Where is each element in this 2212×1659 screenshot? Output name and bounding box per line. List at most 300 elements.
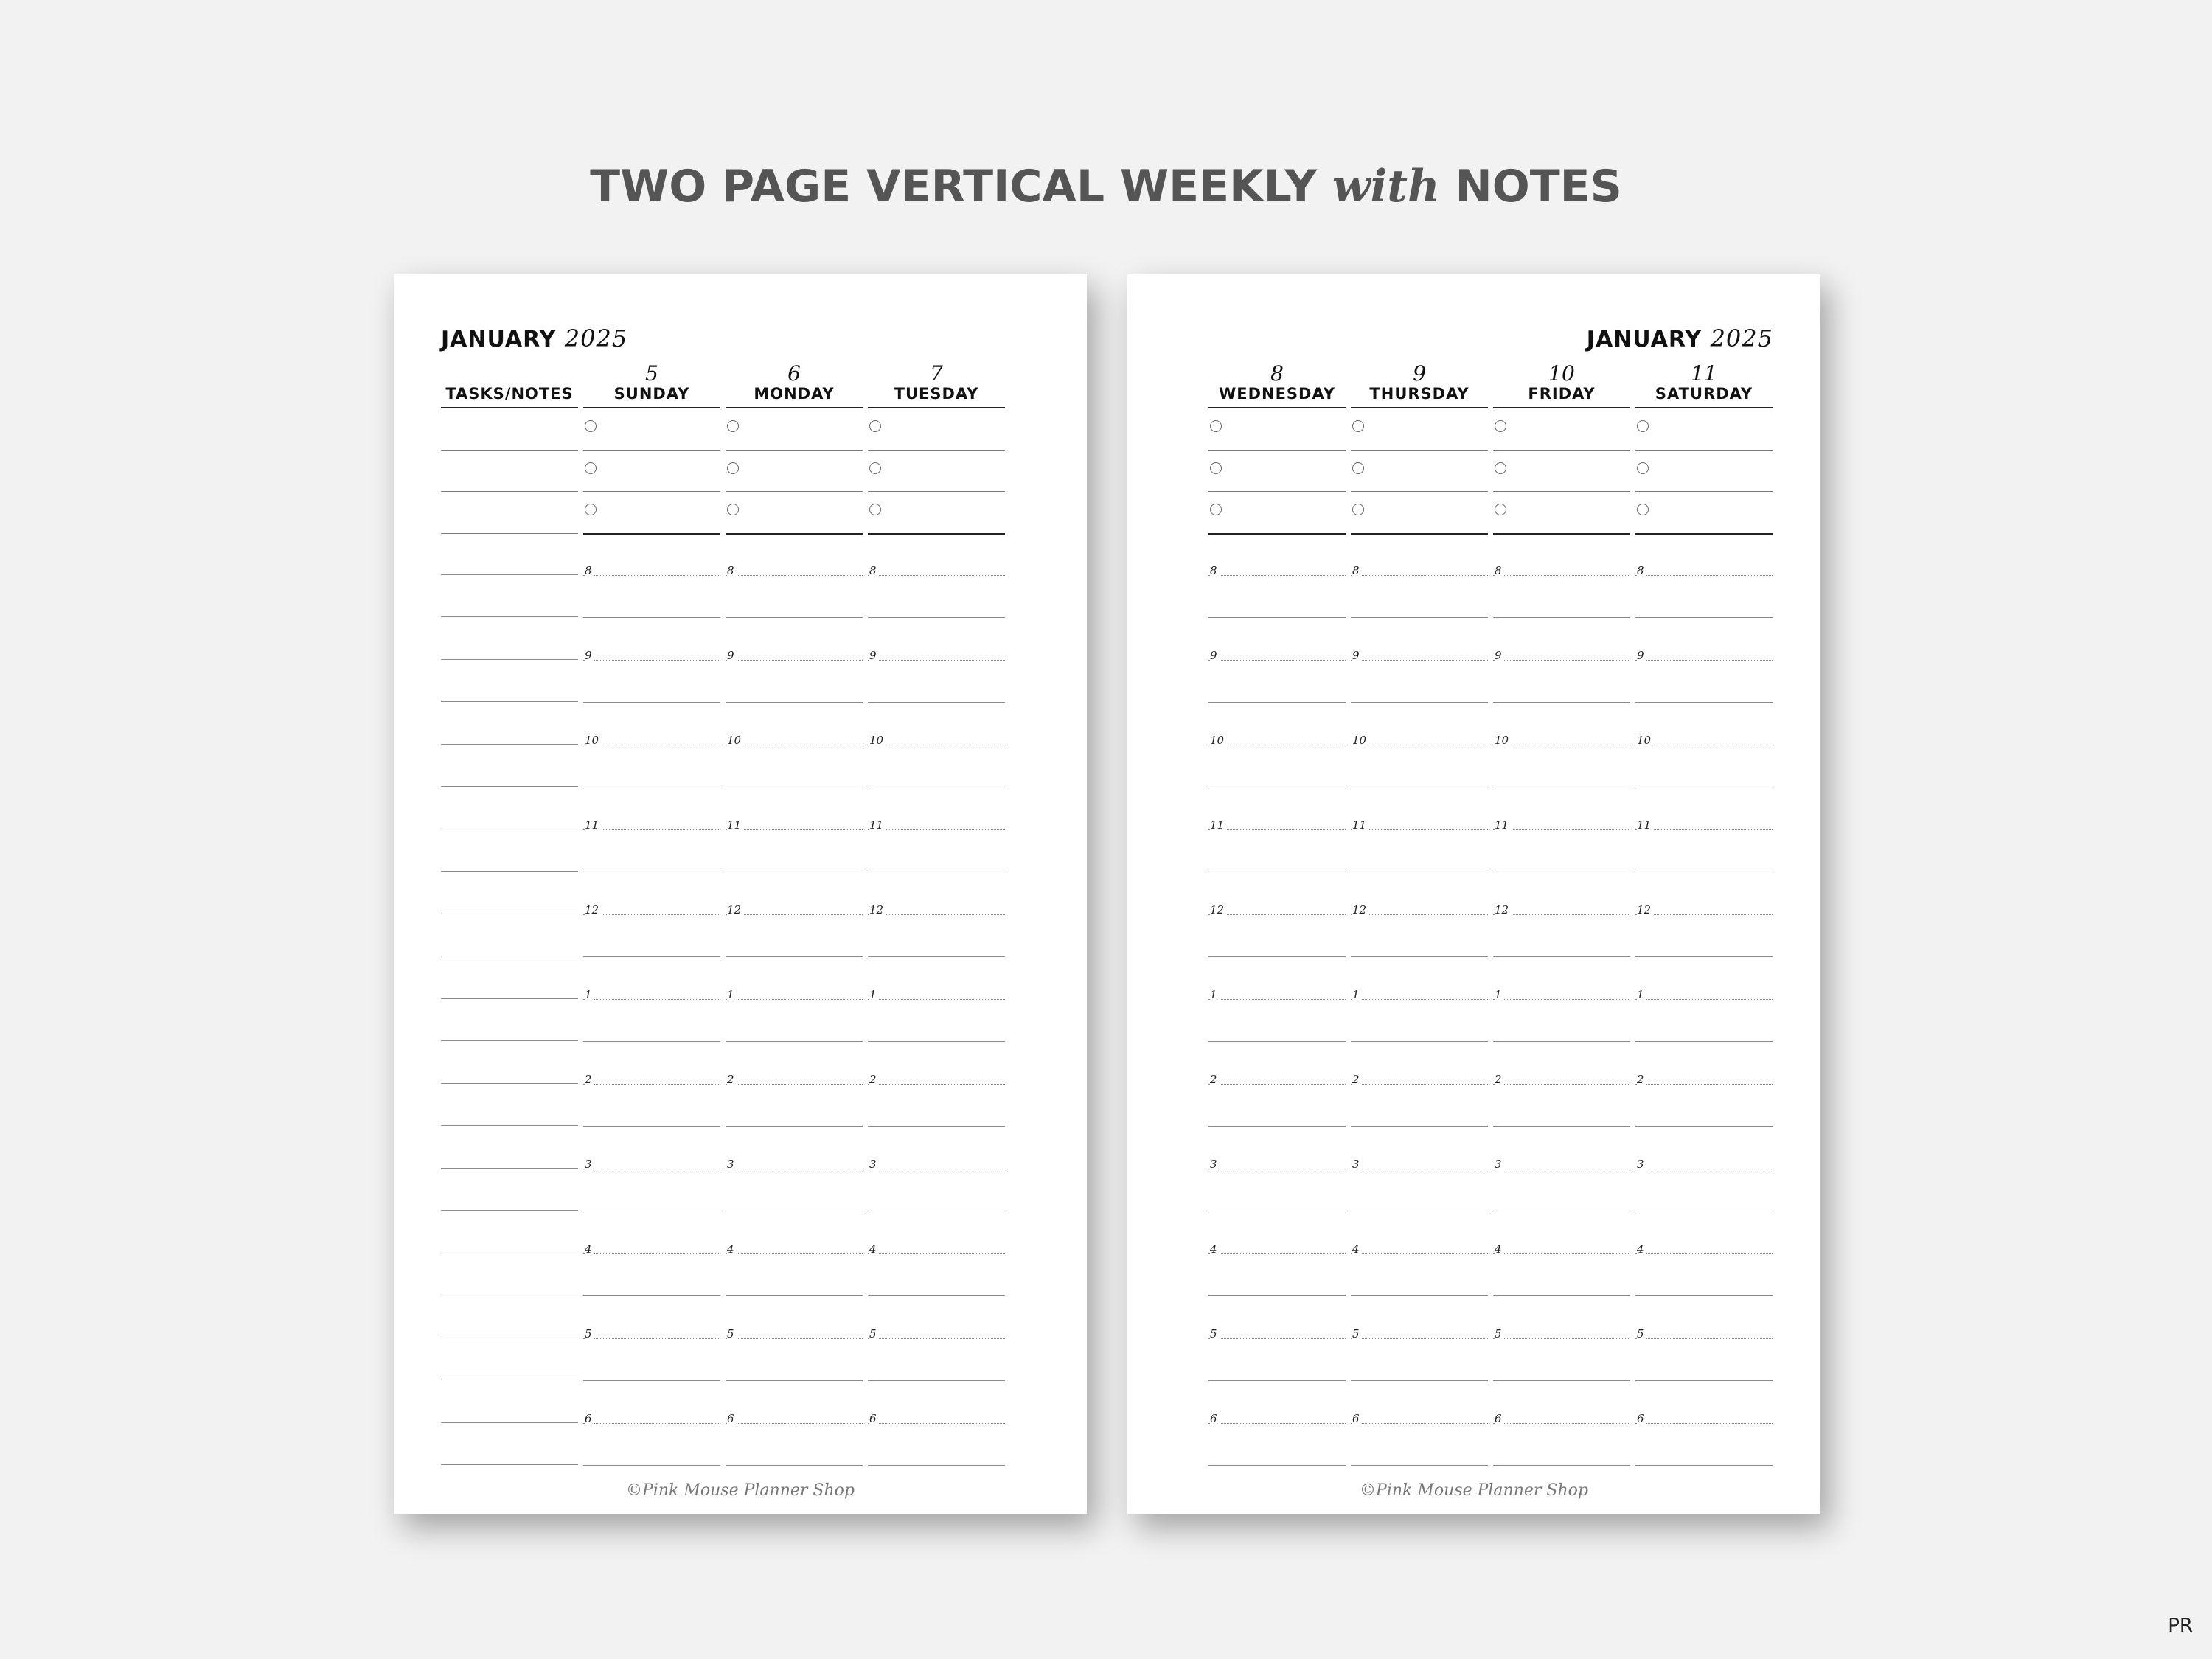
hour-label: 11 bbox=[1637, 818, 1653, 832]
hour-slot[interactable] bbox=[1208, 1318, 1346, 1403]
hour-label: 9 bbox=[1210, 649, 1220, 662]
notes-block[interactable] bbox=[441, 1233, 578, 1318]
task-row[interactable] bbox=[726, 451, 863, 493]
task-row[interactable] bbox=[583, 492, 720, 535]
notes-line bbox=[441, 744, 578, 745]
hour-slot[interactable] bbox=[726, 1318, 863, 1403]
hour-label: 9 bbox=[1637, 649, 1646, 662]
title-script-word: with bbox=[1332, 161, 1440, 212]
half-hour-line bbox=[583, 1126, 720, 1127]
half-hour-line bbox=[868, 956, 1005, 957]
hour-slot[interactable] bbox=[1493, 810, 1630, 894]
checkbox-circle-icon[interactable] bbox=[727, 504, 739, 515]
task-row[interactable] bbox=[868, 492, 1005, 535]
hour-slot[interactable] bbox=[583, 1234, 720, 1318]
half-hour-line bbox=[1351, 1295, 1488, 1296]
day-column bbox=[1208, 361, 1346, 1488]
day-column bbox=[583, 361, 720, 1488]
half-hour-line bbox=[1493, 1041, 1630, 1042]
task-row[interactable] bbox=[726, 408, 863, 451]
hour-label: 4 bbox=[1210, 1242, 1220, 1256]
hour-slot[interactable] bbox=[868, 1234, 1005, 1318]
title-main: TWO PAGE VERTICAL WEEKLY bbox=[590, 161, 1317, 212]
hour-dotted-line bbox=[726, 914, 863, 915]
half-hour-line bbox=[868, 1126, 1005, 1127]
day-number: 10 bbox=[1548, 361, 1575, 386]
hour-slot[interactable] bbox=[1635, 555, 1773, 640]
day-column bbox=[1493, 361, 1630, 1488]
hour-label: 11 bbox=[1210, 818, 1226, 832]
task-row[interactable] bbox=[1635, 408, 1773, 451]
hour-label: 2 bbox=[1352, 1073, 1362, 1086]
hour-label: 11 bbox=[585, 818, 601, 832]
half-hour-line bbox=[726, 956, 863, 957]
hour-dotted-line bbox=[868, 999, 1005, 1000]
checkbox-circle-icon[interactable] bbox=[727, 420, 739, 432]
half-hour-line bbox=[1635, 702, 1773, 703]
hour-slot[interactable] bbox=[726, 555, 863, 640]
hour-slot[interactable] bbox=[1208, 1403, 1346, 1488]
hour-dotted-line bbox=[1493, 1423, 1630, 1424]
hour-slot[interactable] bbox=[726, 725, 863, 810]
half-hour-line bbox=[726, 1295, 863, 1296]
hour-label: 11 bbox=[1352, 818, 1368, 832]
task-row[interactable] bbox=[868, 408, 1005, 451]
hour-label: 1 bbox=[1637, 988, 1646, 1001]
hour-slot[interactable] bbox=[1635, 1149, 1773, 1234]
hour-slot[interactable] bbox=[1493, 1234, 1630, 1318]
day-number bbox=[441, 361, 578, 383]
task-row[interactable] bbox=[1493, 451, 1630, 493]
half-hour-line bbox=[583, 702, 720, 703]
half-hour-line bbox=[441, 1464, 578, 1465]
task-row[interactable] bbox=[1493, 408, 1630, 451]
hour-dotted-line bbox=[1635, 1338, 1773, 1339]
notes-line[interactable] bbox=[441, 451, 578, 493]
hour-dotted-line bbox=[726, 575, 863, 576]
hour-slot[interactable] bbox=[1493, 555, 1630, 640]
hour-slot[interactable] bbox=[1635, 640, 1773, 725]
half-hour-line bbox=[583, 1380, 720, 1381]
hour-slot[interactable] bbox=[726, 1403, 863, 1488]
day-name: MONDAY bbox=[754, 385, 835, 403]
hour-label: 2 bbox=[1210, 1073, 1220, 1086]
hour-label: 3 bbox=[869, 1158, 879, 1171]
tasks-notes-label: TASKS/NOTES bbox=[445, 385, 574, 403]
checkbox-circle-icon[interactable] bbox=[585, 504, 597, 515]
half-hour-line bbox=[1351, 1380, 1488, 1381]
task-row[interactable] bbox=[1351, 492, 1488, 535]
task-row[interactable] bbox=[1208, 408, 1346, 451]
checkbox-circle-icon[interactable] bbox=[1637, 504, 1649, 515]
hour-slot[interactable] bbox=[1208, 979, 1346, 1064]
day-column bbox=[726, 361, 863, 1488]
month-year: 2025 bbox=[564, 324, 628, 352]
title-tail: NOTES bbox=[1455, 161, 1622, 212]
half-hour-line bbox=[1493, 1295, 1630, 1296]
hour-label: 5 bbox=[1637, 1327, 1646, 1340]
hour-label: 6 bbox=[1637, 1412, 1646, 1425]
checkbox-circle-icon[interactable] bbox=[585, 462, 597, 474]
task-row[interactable] bbox=[1635, 451, 1773, 493]
hour-slot[interactable] bbox=[583, 1318, 720, 1403]
hour-dotted-line bbox=[583, 1253, 720, 1254]
hour-slot[interactable] bbox=[1493, 979, 1630, 1064]
day-number: 8 bbox=[1270, 361, 1284, 386]
checkbox-circle-icon[interactable] bbox=[1352, 504, 1364, 515]
hour-label: 1 bbox=[727, 988, 737, 1001]
hour-slot[interactable] bbox=[583, 1403, 720, 1488]
task-row[interactable] bbox=[1351, 451, 1488, 493]
hour-dotted-line bbox=[1351, 1084, 1488, 1085]
checkbox-circle-icon[interactable] bbox=[869, 504, 881, 515]
hour-label: 8 bbox=[869, 564, 879, 577]
shop-signature: ©Pink Mouse Planner Shop bbox=[626, 1481, 855, 1500]
hour-label: 11 bbox=[727, 818, 743, 832]
hour-label: 12 bbox=[1352, 903, 1368, 917]
checkbox-circle-icon[interactable] bbox=[1210, 462, 1222, 474]
notes-block[interactable] bbox=[441, 639, 578, 724]
day-column bbox=[1635, 361, 1773, 1488]
hour-slot[interactable] bbox=[1351, 1064, 1488, 1149]
checkbox-circle-icon[interactable] bbox=[1495, 420, 1506, 432]
hour-label: 6 bbox=[727, 1412, 737, 1425]
notes-line bbox=[441, 998, 578, 999]
hour-slot[interactable] bbox=[1208, 555, 1346, 640]
hour-label: 9 bbox=[727, 649, 737, 662]
notes-block[interactable] bbox=[441, 724, 578, 809]
notes-line bbox=[441, 659, 578, 660]
day-name: THURSDAY bbox=[1369, 385, 1470, 403]
hour-dotted-line bbox=[1208, 914, 1346, 915]
day-number: 7 bbox=[930, 361, 943, 386]
hour-label: 8 bbox=[585, 564, 594, 577]
hour-slot[interactable] bbox=[583, 1149, 720, 1234]
task-row[interactable] bbox=[1208, 451, 1346, 493]
notes-line[interactable] bbox=[441, 408, 578, 451]
hour-dotted-line bbox=[726, 660, 863, 661]
half-hour-line bbox=[1351, 956, 1488, 957]
half-hour-line bbox=[1208, 1126, 1346, 1127]
notes-block[interactable] bbox=[441, 978, 578, 1063]
half-hour-line bbox=[726, 1465, 863, 1466]
hour-label: 1 bbox=[585, 988, 594, 1001]
half-hour-line bbox=[1635, 1465, 1773, 1466]
hour-label: 4 bbox=[1352, 1242, 1362, 1256]
hour-slot[interactable] bbox=[1493, 1064, 1630, 1149]
task-row[interactable] bbox=[868, 451, 1005, 493]
hour-label: 10 bbox=[585, 734, 601, 747]
hour-label: 5 bbox=[727, 1327, 737, 1340]
hour-slot[interactable] bbox=[1351, 810, 1488, 894]
task-row[interactable] bbox=[1351, 408, 1488, 451]
hour-dotted-line bbox=[1493, 1338, 1630, 1339]
half-hour-line bbox=[1208, 1380, 1346, 1381]
day-number: 9 bbox=[1413, 361, 1426, 386]
task-row[interactable] bbox=[1635, 492, 1773, 535]
page-title bbox=[0, 161, 2212, 212]
hour-slot[interactable] bbox=[583, 810, 720, 894]
hour-slot[interactable] bbox=[1493, 640, 1630, 725]
hour-dotted-line bbox=[1351, 575, 1488, 576]
notes-line bbox=[441, 1168, 578, 1169]
corner-label: PR bbox=[2168, 1615, 2193, 1637]
half-hour-line bbox=[1635, 617, 1773, 618]
hour-label: 10 bbox=[1352, 734, 1368, 747]
hour-dotted-line bbox=[1351, 914, 1488, 915]
hour-slot[interactable] bbox=[1635, 894, 1773, 979]
hour-dotted-line bbox=[1635, 1423, 1773, 1424]
hour-slot[interactable] bbox=[726, 810, 863, 894]
hour-slot[interactable] bbox=[583, 979, 720, 1064]
notes-line[interactable] bbox=[441, 492, 578, 534]
half-hour-line bbox=[583, 1295, 720, 1296]
month-heading bbox=[441, 324, 627, 352]
hour-label: 12 bbox=[869, 903, 886, 917]
hour-slot[interactable] bbox=[726, 894, 863, 979]
hour-slot[interactable] bbox=[1635, 810, 1773, 894]
half-hour-line bbox=[868, 1295, 1005, 1296]
month-name: JANUARY bbox=[1586, 327, 1703, 352]
hour-slot[interactable] bbox=[583, 640, 720, 725]
checkbox-circle-icon[interactable] bbox=[1495, 462, 1506, 474]
task-row[interactable] bbox=[583, 408, 720, 451]
half-hour-line bbox=[1493, 956, 1630, 957]
hour-label: 1 bbox=[869, 988, 879, 1001]
hour-label: 9 bbox=[1352, 649, 1362, 662]
hour-dotted-line bbox=[1208, 999, 1346, 1000]
hour-slot[interactable] bbox=[868, 1149, 1005, 1234]
notes-block[interactable] bbox=[441, 894, 578, 978]
hour-label: 5 bbox=[1495, 1327, 1504, 1340]
month-heading bbox=[1587, 324, 1773, 352]
hour-slot[interactable] bbox=[583, 1064, 720, 1149]
hour-label: 1 bbox=[1210, 988, 1220, 1001]
hour-dotted-line bbox=[583, 660, 720, 661]
hour-dotted-line bbox=[1493, 575, 1630, 576]
half-hour-line bbox=[1635, 1041, 1773, 1042]
half-hour-line bbox=[726, 702, 863, 703]
hour-label: 2 bbox=[1495, 1073, 1504, 1086]
notes-block[interactable] bbox=[441, 1318, 578, 1402]
notes-block[interactable] bbox=[441, 1402, 578, 1487]
hour-label: 2 bbox=[727, 1073, 737, 1086]
hour-dotted-line bbox=[868, 1423, 1005, 1424]
hour-slot[interactable] bbox=[1635, 979, 1773, 1064]
hour-dotted-line bbox=[1208, 1084, 1346, 1085]
hour-label: 2 bbox=[1637, 1073, 1646, 1086]
half-hour-line bbox=[441, 616, 578, 617]
hour-slot[interactable] bbox=[1208, 1064, 1346, 1149]
hour-slot[interactable] bbox=[726, 1234, 863, 1318]
half-hour-line bbox=[1635, 1126, 1773, 1127]
hour-dotted-line bbox=[1635, 575, 1773, 576]
hour-slot[interactable] bbox=[1208, 1234, 1346, 1318]
half-hour-line bbox=[441, 1210, 578, 1211]
hour-label: 3 bbox=[1352, 1158, 1362, 1171]
half-hour-line bbox=[441, 1040, 578, 1041]
half-hour-line bbox=[726, 1380, 863, 1381]
hour-slot[interactable] bbox=[1493, 1403, 1630, 1488]
half-hour-line bbox=[1208, 617, 1346, 618]
hour-slot[interactable] bbox=[1351, 1234, 1488, 1318]
hour-dotted-line bbox=[1635, 914, 1773, 915]
hour-label: 5 bbox=[585, 1327, 594, 1340]
hour-slot[interactable] bbox=[1635, 725, 1773, 810]
checkbox-circle-icon[interactable] bbox=[1637, 420, 1649, 432]
day-number: 11 bbox=[1691, 361, 1717, 386]
hour-label: 3 bbox=[1495, 1158, 1504, 1171]
task-row[interactable] bbox=[1493, 492, 1630, 535]
hour-dotted-line bbox=[1351, 660, 1488, 661]
hour-slot[interactable] bbox=[868, 894, 1005, 979]
checkbox-circle-icon[interactable] bbox=[1210, 420, 1222, 432]
hour-label: 8 bbox=[1495, 564, 1504, 577]
hour-slot[interactable] bbox=[1351, 1149, 1488, 1234]
notes-block[interactable] bbox=[441, 1148, 578, 1233]
hour-label: 5 bbox=[1210, 1327, 1220, 1340]
day-column bbox=[868, 361, 1005, 1488]
checkbox-circle-icon[interactable] bbox=[869, 420, 881, 432]
hour-slot[interactable] bbox=[1208, 640, 1346, 725]
half-hour-line bbox=[1635, 1295, 1773, 1296]
hour-slot[interactable] bbox=[868, 640, 1005, 725]
checkbox-circle-icon[interactable] bbox=[1495, 504, 1506, 515]
hour-slot[interactable] bbox=[1351, 725, 1488, 810]
hour-dotted-line bbox=[1351, 999, 1488, 1000]
hour-label: 4 bbox=[585, 1242, 594, 1256]
hour-slot[interactable] bbox=[583, 725, 720, 810]
hour-slot[interactable] bbox=[1351, 894, 1488, 979]
hour-slot[interactable] bbox=[868, 555, 1005, 640]
notes-line bbox=[441, 574, 578, 575]
notes-block[interactable] bbox=[441, 809, 578, 894]
hour-slot[interactable] bbox=[868, 979, 1005, 1064]
hour-dotted-line bbox=[583, 999, 720, 1000]
hour-slot[interactable] bbox=[868, 1318, 1005, 1403]
hour-label: 4 bbox=[727, 1242, 737, 1256]
hour-dotted-line bbox=[1493, 1084, 1630, 1085]
hour-slot[interactable] bbox=[1635, 1403, 1773, 1488]
hour-slot[interactable] bbox=[868, 1403, 1005, 1488]
half-hour-line bbox=[583, 617, 720, 618]
hour-slot[interactable] bbox=[583, 555, 720, 640]
notes-block[interactable] bbox=[441, 554, 578, 639]
day-number: 6 bbox=[787, 361, 801, 386]
hour-slot[interactable] bbox=[868, 1064, 1005, 1149]
hour-label: 9 bbox=[1495, 649, 1504, 662]
hour-label: 3 bbox=[727, 1158, 737, 1171]
day-name: SATURDAY bbox=[1655, 385, 1753, 403]
hour-dotted-line bbox=[1635, 1084, 1773, 1085]
day-column bbox=[1351, 361, 1488, 1488]
hour-slot[interactable] bbox=[1208, 810, 1346, 894]
hour-slot[interactable] bbox=[1635, 1064, 1773, 1149]
hour-slot[interactable] bbox=[1351, 1318, 1488, 1403]
hour-label: 6 bbox=[1210, 1412, 1220, 1425]
hour-slot[interactable] bbox=[726, 640, 863, 725]
hour-dotted-line bbox=[726, 1423, 863, 1424]
hour-dotted-line bbox=[1493, 914, 1630, 915]
hour-slot[interactable] bbox=[1493, 725, 1630, 810]
hour-label: 9 bbox=[869, 649, 879, 662]
tasks-notes-column bbox=[441, 361, 578, 1487]
hour-slot[interactable] bbox=[1635, 1318, 1773, 1403]
hour-slot[interactable] bbox=[1493, 1149, 1630, 1234]
half-hour-line bbox=[1493, 617, 1630, 618]
hour-slot[interactable] bbox=[726, 1149, 863, 1234]
task-row[interactable] bbox=[726, 492, 863, 535]
notes-line bbox=[441, 1083, 578, 1084]
task-row[interactable] bbox=[1208, 492, 1346, 535]
left-planner-page bbox=[394, 274, 1087, 1514]
checkbox-circle-icon[interactable] bbox=[585, 420, 597, 432]
hour-label: 4 bbox=[1637, 1242, 1646, 1256]
hour-slot[interactable] bbox=[583, 894, 720, 979]
task-row[interactable] bbox=[583, 451, 720, 493]
half-hour-line bbox=[1493, 1126, 1630, 1127]
hour-slot[interactable] bbox=[1493, 1318, 1630, 1403]
checkbox-circle-icon[interactable] bbox=[727, 462, 739, 474]
hour-dotted-line bbox=[868, 1338, 1005, 1339]
hour-slot[interactable] bbox=[1493, 894, 1630, 979]
checkbox-circle-icon[interactable] bbox=[1352, 462, 1364, 474]
hour-slot[interactable] bbox=[1351, 555, 1488, 640]
hour-dotted-line bbox=[868, 1253, 1005, 1254]
half-hour-line bbox=[1351, 1041, 1488, 1042]
hour-dotted-line bbox=[726, 1338, 863, 1339]
hour-label: 6 bbox=[1352, 1412, 1362, 1425]
checkbox-circle-icon[interactable] bbox=[1352, 420, 1364, 432]
half-hour-line bbox=[1208, 956, 1346, 957]
hour-dotted-line bbox=[868, 660, 1005, 661]
hour-label: 1 bbox=[1495, 988, 1504, 1001]
checkbox-circle-icon[interactable] bbox=[1637, 462, 1649, 474]
half-hour-line bbox=[1208, 1465, 1346, 1466]
hour-label: 1 bbox=[1352, 988, 1362, 1001]
half-hour-line bbox=[441, 871, 578, 872]
hour-slot[interactable] bbox=[1208, 725, 1346, 810]
hour-slot[interactable] bbox=[1208, 1149, 1346, 1234]
hour-label: 12 bbox=[1210, 903, 1226, 917]
half-hour-line bbox=[726, 1126, 863, 1127]
hour-slot[interactable] bbox=[1635, 1234, 1773, 1318]
half-hour-line bbox=[583, 1041, 720, 1042]
hour-dotted-line bbox=[1208, 1338, 1346, 1339]
hour-label: 9 bbox=[585, 649, 594, 662]
hour-slot[interactable] bbox=[868, 810, 1005, 894]
hour-slot[interactable] bbox=[1351, 640, 1488, 725]
hour-slot[interactable] bbox=[726, 1064, 863, 1149]
hour-dotted-line bbox=[868, 914, 1005, 915]
checkbox-circle-icon[interactable] bbox=[1210, 504, 1222, 515]
hour-slot[interactable] bbox=[726, 979, 863, 1064]
half-hour-line bbox=[1351, 617, 1488, 618]
notes-block[interactable] bbox=[441, 1063, 578, 1148]
checkbox-circle-icon[interactable] bbox=[869, 462, 881, 474]
hour-dotted-line bbox=[1208, 575, 1346, 576]
hour-dotted-line bbox=[1351, 1338, 1488, 1339]
hour-slot[interactable] bbox=[1351, 1403, 1488, 1488]
hour-dotted-line bbox=[1493, 660, 1630, 661]
half-hour-line bbox=[868, 1380, 1005, 1381]
hour-slot[interactable] bbox=[1208, 894, 1346, 979]
hour-slot[interactable] bbox=[1351, 979, 1488, 1064]
hour-dotted-line bbox=[1635, 660, 1773, 661]
hour-slot[interactable] bbox=[868, 725, 1005, 810]
hour-dotted-line bbox=[1351, 1423, 1488, 1424]
hour-dotted-line bbox=[1635, 999, 1773, 1000]
